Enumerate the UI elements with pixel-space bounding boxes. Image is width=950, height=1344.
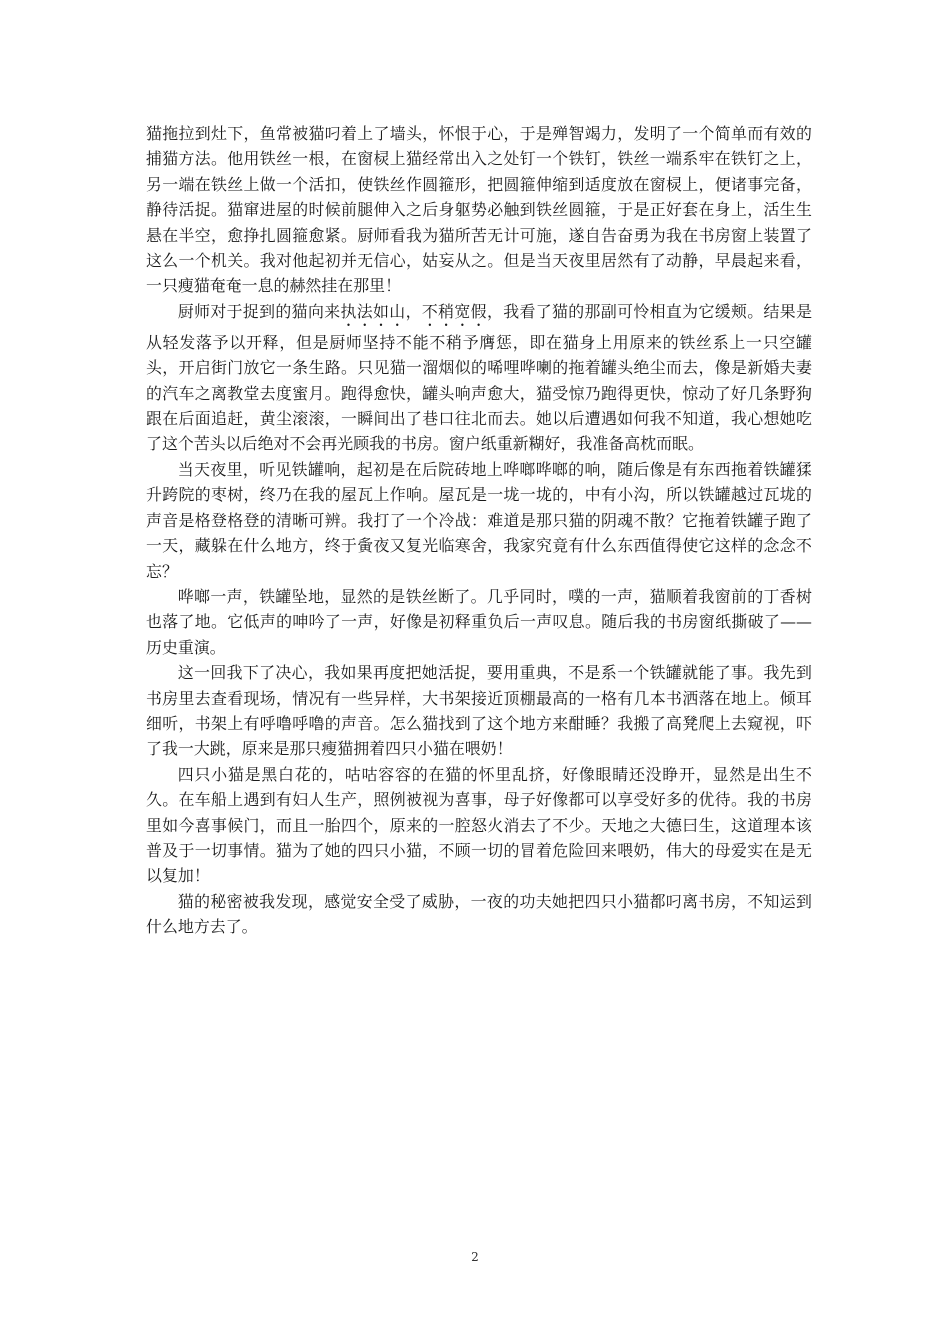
paragraph [146,762,812,889]
page-number: 2 [471,1250,479,1264]
emphasized-phrase: 执法如山，不稍宽假 [340,301,487,321]
paragraph [146,889,812,940]
paragraph [146,121,812,299]
paragraph-text: 猫拖拉到灶下，鱼常被猫叼着上了墙头，怀恨于心，于是殚智竭力，发明了一个简单而有效的捕猫方法。他用铁丝一根，在窗棂上猫经常出入之处钉一个铁钉，铁丝一端系牢在铁钉之上，另一端在铁丝上做一个活扣，使铁丝作圆箍形，把圆箍伸缩到适度放在窗棂上，便诸事完备，静待活捉。猫窜进屋的时候前腿伸入之后身躯势必触到铁丝圆箍，于是正好套在身上，活生生悬在半空，愈挣扎圆箍愈紧。厨师看我为猫所苦无计可施，遂自告奋勇为我在书房窗上装置了这么一个机关。我对他起初并无信心，姑妄从之。但是当天夜里居然有了动静，早晨起来看，一只瘦猫奄奄一息的赫然挂在那里！ [146,124,812,296]
paragraph-text: 四只小猫是黑白花的，咕咕容容的在猫的怀里乱挤，好像眼睛还没睁开，显然是出生不久。在车船上遇到有妇人生产，照例被视为喜事，母子好像都可以享受好多的优待。我的书房里如今喜事候门，而且一胎四个，原来的一腔怒火消去了不少。天地之大德曰生，这道理本该普及于一切事情。猫为了她的四只小猫，不顾一切的冒着危险回来喂奶，伟大的母爱实在是无以复加！ [146,764,812,886]
paragraph-text: 这一回我下了决心，我如果再度把她活捉，要用重典，不是系一个铁罐就能了事。我先到书房里去查看现场，情况有一些异样，大书架接近顶棚最高的一格有几本书洒落在地上。倾耳细听，书架上有呼噜呼噜的声音。怎么猫找到了这个地方来酣睡？我搬了高凳爬上去窥视，吓了我一大跳，原来是那只瘦猫拥着四只小猫在喂奶！ [146,663,812,759]
paragraph [146,457,812,584]
paragraph-text: 厨师对于捉到的猫向来 [177,301,341,321]
body-text [146,121,812,940]
paragraph [146,584,812,660]
paragraph [146,299,812,457]
paragraph-text: 当天夜里，听见铁罐响，起初是在后院砖地上哗啷哗啷的响，随后像是有东西拖着铁罐猱升跨院的枣树，终乃在我的屋瓦上作响。屋瓦是一垅一垅的，中有小沟，所以铁罐越过瓦垅的声音是格登格登的清晰可辨。我打了一个冷战：难道是那只猫的阴魂不散？它拖着铁罐子跑了一天，藏躲在什么地方，终于夤夜又复光临寒舍，我家究竟有什么东西值得使它这样的念念不忘？ [146,459,812,581]
paragraph-text: 哗啷一声，铁罐坠地，显然的是铁丝断了。几乎同时，噗的一声，猫顺着我窗前的丁香树也落了地。它低声的呻吟了一声，好像是初释重负后一声叹息。随后我的书房窗纸撕破了——历史重演。 [146,586,812,657]
paragraph-text: ，我看了猫的那副可怜相直为它缓颊。结果是从轻发落予以开释，但是厨师坚持不能不稍予膺惩，即在猫身上用原来的铁丝系上一只空罐头，开启街门放它一条生路。只见猫一溜烟似的唏哩哗喇的拖着罐头绝尘而去，像是新婚夫妻的汽车之离教堂去度蜜月。跑得愈快，罐头响声愈大，猫受惊乃跑得更快，惊动了好几条野狗跟在后面追赶，黄尘滚滚，一瞬间出了巷口往北而去。她以后遭遇如何我不知道，我心想她吃了这个苦头以后绝对不会再光顾我的书房。窗户纸重新糊好，我准备高枕而眠。 [146,301,813,454]
paragraph-text: 猫的秘密被我发现，感觉安全受了威胁，一夜的功夫她把四只小猫都叼离书房，不知运到什么地方去了。 [146,891,812,937]
paragraph [146,660,812,762]
